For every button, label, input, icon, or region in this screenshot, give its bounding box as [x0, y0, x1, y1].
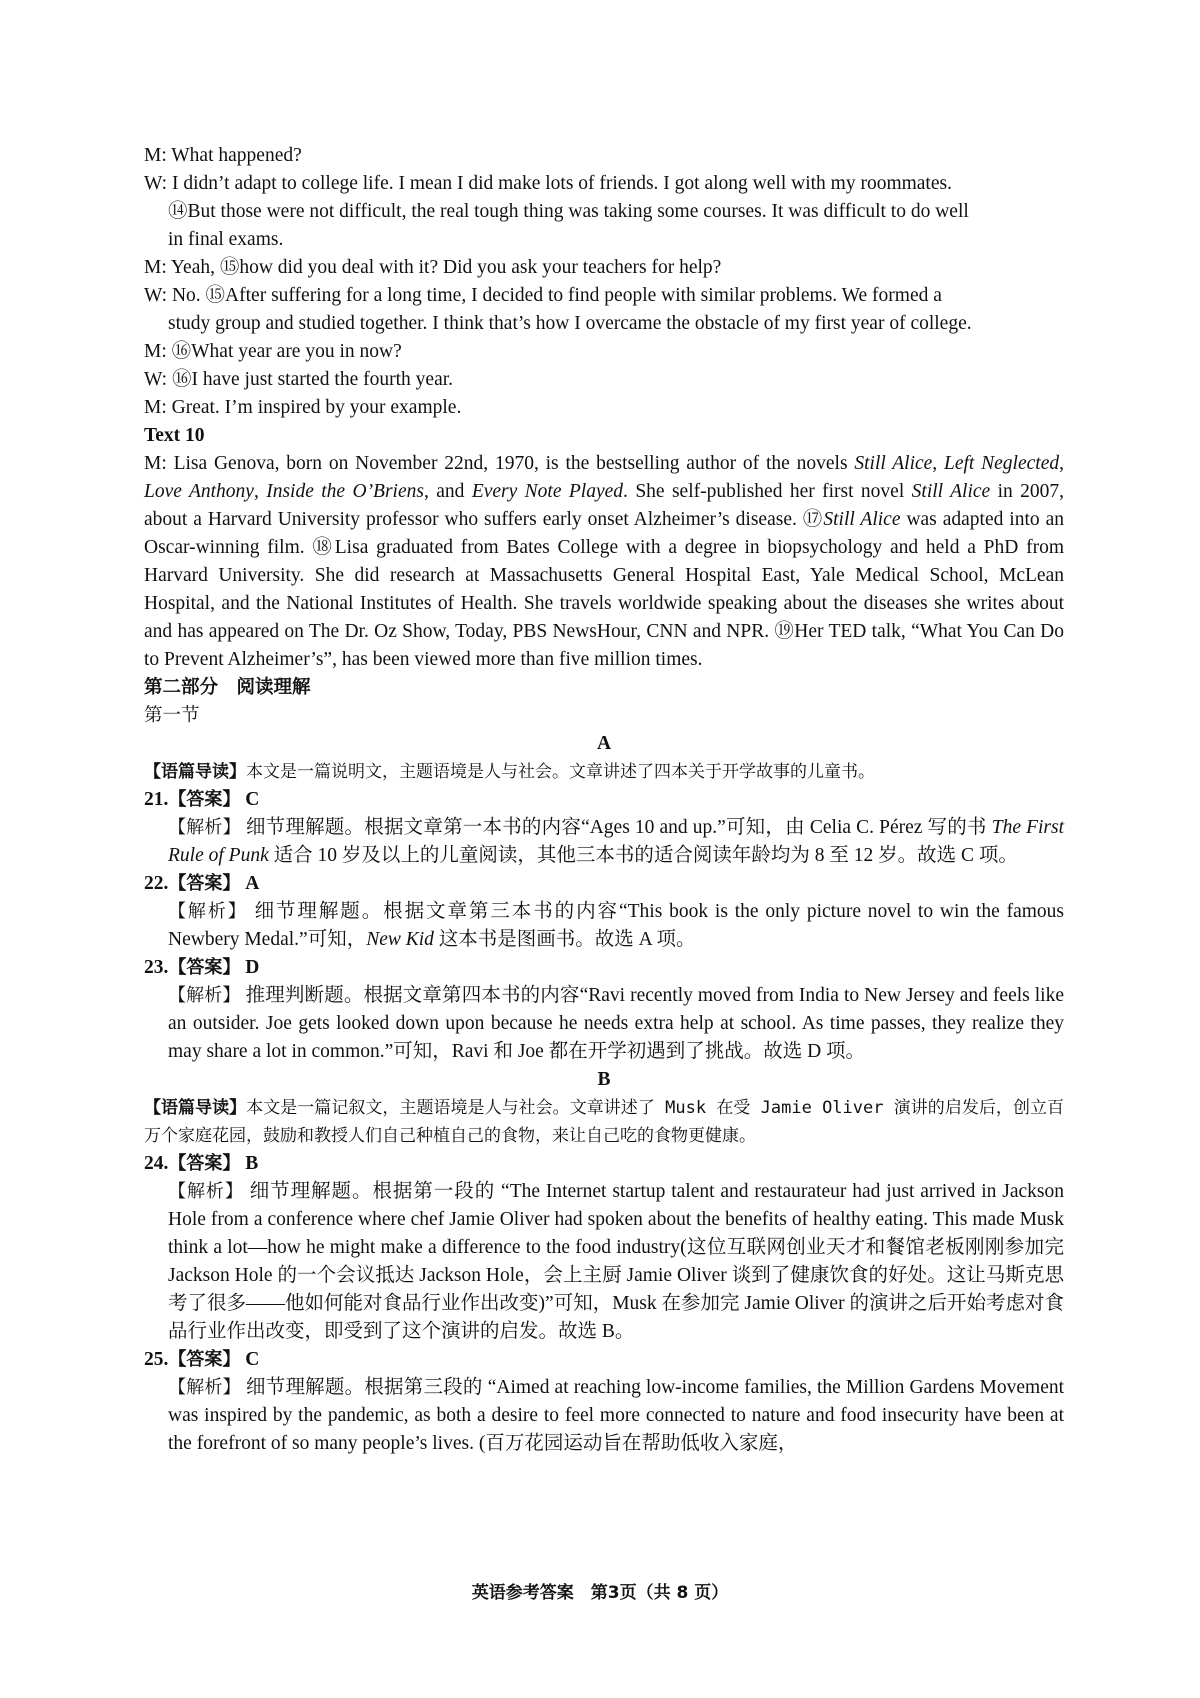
- passage-letter: A: [596, 733, 612, 754]
- answer-line: 23.【答案】 D: [144, 957, 260, 978]
- dialogue-line: W: I didn’t adapt to college life. I mean I did make lots of friends. I got along well with my roommates.: [144, 173, 952, 194]
- dialogue-line: ⑭But those were not difficult, the real tough thing was taking some courses. It was difficult to do well: [168, 201, 969, 222]
- dialogue-line: W: ⑯I have just started the fourth year.: [144, 369, 454, 390]
- document-body: [144, 142, 1064, 1458]
- dialogue-line: M: What happened?: [144, 145, 302, 166]
- section-title: 第一节: [144, 705, 200, 726]
- analysis: 【解析】 推理判断题。根据文章第四本书的内容“Ravi recently moved from India to New Jersey and feels like an outsider. Joe gets looked down upon because he needs extra help at school. As time passes, they realize they may share a lot in common.”可知，Ravi 和 Joe 都在开学初遇到了挑战。故选 D 项。: [168, 985, 1065, 1062]
- passage-guide: 【语篇导读】本文是一篇说明文，主题语境是人与社会。文章讲述了四本关于开学故事的儿童书。: [144, 762, 875, 782]
- answer-line: 21.【答案】 C: [144, 789, 260, 810]
- answer-line: 22.【答案】 A: [144, 873, 260, 894]
- text10-paragraph: M: Lisa Genova, born on November 22nd, 1970, is the bestselling author of the novels Still Alice, Left Neglected, Love Anthony, Inside the O’Briens, and Every Note Played. She self-published her first novel Still Alice in 2007, about a Harvard University professor who suffers early onset Alzheimer’s disease. ⑰Still Alice was adapted into an Oscar-winning film. ⑱Lisa graduated from Bates College with a degree in biopsychology and held a PhD from Harvard University. She did research at Massachusetts General Hospital East, Yale Medical School, McLean Hospital, and the National Institutes of Health. She travels worldwide speaking about the diseases she writes about and has appeared on The Dr. Oz Show, Today, PBS NewsHour, CNN and NPR. ⑲Her TED talk, “What You Can Do to Prevent Alzheimer’s”, has been viewed more than five million times.: [144, 453, 1065, 670]
- dialogue-line: M: Great. I’m inspired by your example.: [144, 397, 462, 418]
- passage-guide: 【语篇导读】本文是一篇记叙文，主题语境是人与社会。文章讲述了 Musk 在受 Jamie Oliver 演讲的启发后，创立百万个家庭花园，鼓励和教授人们自己种植自己的食物，来让自己吃的食物更健康。: [144, 1098, 1064, 1146]
- passage-letter: B: [597, 1069, 611, 1090]
- page-footer: 英语参考答案 第3页（共 8 页）: [471, 1583, 729, 1603]
- dialogue-line: M: ⑯What year are you in now?: [144, 341, 402, 362]
- dialogue-line: W: No. ⑮After suffering for a long time, I decided to find people with similar problems. We formed a: [144, 285, 942, 306]
- dialogue-line: study group and studied together. I think that’s how I overcame the obstacle of my first year of college.: [168, 313, 972, 334]
- analysis: 【解析】 细节理解题。根据第一段的 “The Internet startup talent and restaurateur had just arrived in Jackson Hole from a conference where chef Jamie Oliver had spoken about the benefits of healthy eating. This made Musk think a lot—how he might make a difference to the food industry(这位互联网创业天才和餐馆老板刚刚参加完 Jackson Hole 的一个会议抵达 Jackson Hole，会上主厨 Jamie Oliver 谈到了健康饮食的好处。这让马斯克思考了很多——他如何能对食品行业作出改变)”可知，Musk 在参加完 Jamie Oliver 的演讲之后开始考虑对食品行业作出改变，即受到了这个演讲的启发。故选 B。: [168, 1181, 1065, 1342]
- part2-title: 第二部分 阅读理解: [144, 677, 311, 698]
- answer-line: 24.【答案】 B: [144, 1153, 259, 1174]
- answer-line: 25.【答案】 C: [144, 1349, 260, 1370]
- analysis: 【解析】 细节理解题。根据文章第三本书的内容“This book is the only picture novel to win the famous Newbery Medal.”可知，New Kid 这本书是图画书。故选 A 项。: [168, 901, 1064, 950]
- analysis: 【解析】 细节理解题。根据文章第一本书的内容“Ages 10 and up.”可知，由 Celia C. Pérez 写的书 The First Rule of Punk 适合 10 岁及以上的儿童阅读，其他三本书的适合阅读年龄均为 8 至 12 岁。故选 C 项。: [168, 817, 1064, 866]
- text10-heading: Text 10: [144, 425, 205, 446]
- dialogue-line: M: Yeah, ⑮how did you deal with it? Did you ask your teachers for help?: [144, 257, 722, 278]
- dialogue-line: in final exams.: [168, 229, 284, 250]
- analysis: 【解析】 细节理解题。根据第三段的 “Aimed at reaching low-income families, the Million Gardens Movement was inspired by the pandemic, as both a desire to feel more connected to nature and food insecurity have been at the forefront of so many people’s lives. (百万花园运动旨在帮助低收入家庭，: [168, 1377, 1065, 1454]
